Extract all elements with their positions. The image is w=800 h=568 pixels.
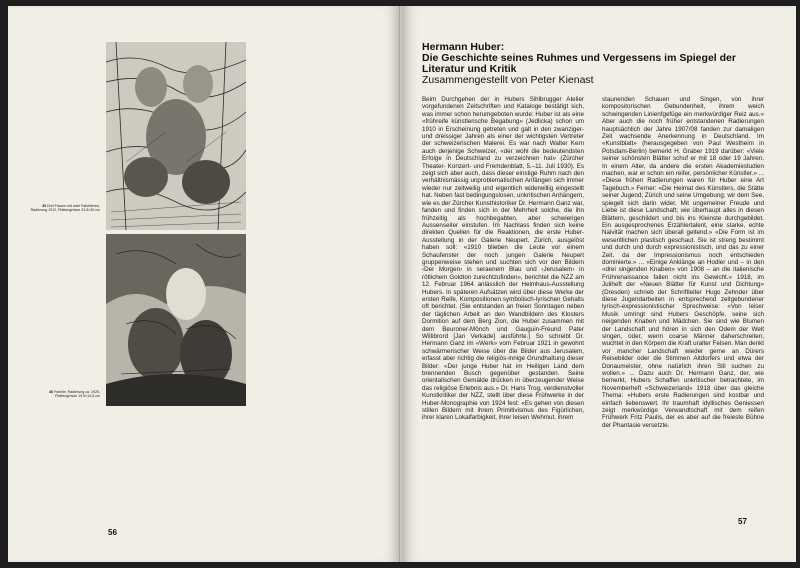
text-column-2 [602, 96, 764, 429]
plate-45-text: Drei Frauen mit zwei Fabeltieren, Radierung 1912, Plattengrösse 24.5×20 cm [30, 204, 100, 213]
plate-46-text: Familie, Radierung ca. 1925, Plattengrösse 19.5×14.5 cm [54, 390, 100, 399]
article-subtitle: Zusammengestellt von Peter Kienast [422, 74, 594, 86]
plate-45-number: 45 [42, 204, 47, 208]
etching-plate-46 [106, 234, 246, 406]
text-column-1 [422, 96, 584, 422]
plate-45-caption [28, 204, 100, 213]
article-title: Die Geschichte seines Ruhmes und Vergessens im Spiegel der Literatur und Kritik [422, 52, 736, 75]
article-heading [422, 42, 772, 86]
right-page [402, 6, 796, 562]
left-page [8, 6, 400, 562]
plate-46-caption [28, 390, 100, 399]
column-1-text: Beim Durchgehen der in Hubers Sihlbrugger Atelier vorgefundenen Zeitschriften und Kataloge bestätigt sich, was immer schon herumgeboten wurde: Huber ist als eine «frühreife künstlerische Begabung» (Jedlicka) schon um 1910 in Erscheinung getreten und galt in den zwanziger- und dreissiger Jahren als einer der wichtigsten Vertreter der schweizerischen Malerei. Es war nach Walter Kern auch derjenige Schweizer, «der wohl die bedeutendsten Erfolge in Deutschland zu verzeichnen hat» (Zürcher Theater- Konzert- und Fremdenblatt, 5.–11. Juli 1930). Es zeigt sich aber auch, dass dieser einstige Ruhm nach den verhältnismässig unproblematischen Anfängen sich immer wieder nur zeitweilig und eigentlich widerwillig eingestellt hat. Neben fast bedingungslosen, unkritischen Anhängern, wie es der Zürcher Kunsthistoriker Dr. Hermann Ganz war, fanden und finden sich in der Mehrheit solche, die ihn frühzeitig als hochbegabten, aber schwierigen Aussenseiter einstufen. Im Nachlass finden sich keine direkten Quellen für die Reaktionen, die erste Huber-Ausstellung in der Galerie Neupert, Zürich, ausgelöst haben soll: «1910 blieben die Leute vor einem Schaufenster der noch jungen Galerie Neupert gruppenweise stehen und suchten sich vor den Bildern ‹Der Morgen› in seraenem Blau und ‹Jerusalem› in rötlichem Goldton zurechtzufinden», berichtet die NZZ am 12. Februar 1964 anlässlich der Helmhaus-Ausstellung Hubers. In späteren Aufsätzen wird über diese Werke der ersten Reife, Kompositionen symbolisch-lyrischen Gehalts oft berichtet. (Sie entstanden an freien Sonntagen neben der täglichen Arbeit an den Wandbildern des Klosters Dormition auf dem Berg Zion, die Huber zusammen mit dem Beuroner-Mönch und Gauguin-Freund Pater Willibrord [Jan Verkade] ausführte.) So schreibt Dr. Hermann Ganz im «Werk» vom Februar 1921 in gewohnt schwärmerischer Weise über die Bilder aus Jerusalem, erfasst aber richtig die religiös-innige Grundhaltung dieser Bilder: «Der junge Huber hat im Heiligen Land dem brennenden Busch gegenüber gestanden. Seine orientalischen Gemälde drücken in überzeugender Weise das religiöse Erlebnis aus.» Dr. Hans Trog, verdienstvoller Kunstkritiker der NZZ, stellt über diese Frühwerke in der Huber-Monographie von 1924 fest: «Es gehen von diesen stillen Bildern mit ihrem Primitivismus des Figürlichen, ihrer klaren Lokalfarbigkeit, ihrer leisen Wehmut, ihrem [422, 96, 584, 422]
article-author-heading: Hermann Huber: [422, 41, 505, 53]
page-number-right: 57 [738, 517, 747, 526]
column-2-text: staunenden Schauen und Singen, von ihrer kompositorischen Gebundenheit, ihrem weich schwingenden Linienfgefüge ein merkwürdiger Reiz aus.» Aber auch die noch früher entstandenen Radierungen hauptsächlich der Jahre 1907/08 fanden zur damaligen Zeit wachsende Anerkennung in Deutschland. Im «Kunstblatt» (herausgegeben von Paul Westheim in Potsdam-Berlin) bemerkt H. Graber 1919 darüber: «Viele seiner schönsten Blätter schuf er mit 18 oder 19 Jahren. In einem Alter, da andere die ersten Akademiestudien machen, war er schon ein reifer, persönlicher Künstler.» ... «Diese frühen Radierungen waren für Huber eine Art Tagebuch.» Ferner: «Die Heimat des Künstlers, die Stätte seiner Jugend; Zürich und seine Umgebung; wir dem See, spiegelt sich darin wider. Mit ungemeiner Freude und Liebe ist diese Landschaft; wie überhaupt alles in diesen Blättern, geschildert und bis ins Kleinste durchgebildet. Ein ausgesprochenes Erzählertalent, eine starke, echte Naivität machen sich überall geltend.» «Die Form ist im wesentlichen plastisch geschaut. Sie ist streng bestimmt und durch und durch expressionistisch, und das zu einer Zeit, da der Impressionismus noch entschieden dominierte.» ... «Einige Anklänge an Hodler und – in den «drei singenden Knaben» von 1908 – an die italienische Frührenaissance fallen nicht ins Gewicht.» 1918, im Juliheft der «Neuen Blätter für Kunst und Dichtung» (Dresden) schrieb der Schriftleiter Hugo Zehnder über diese Jugendarbeiten in entsprechend zeitgebundener lyrisch-expressionistischer Sprechweise: «Von leiser Musik umringt sind Hubers Geschöpfe, seine sich neigenden Knaben und Mädchen. Sie sind wie Blumen der Landschaft und hören in sich den Odem der Welt singen, oder, wenn coarse Männer daherschreiten, wuchtet in den Körpern die Kraft uralter Felsen. Man denkt vor mancher Landschaft wieder gerne an Dürers Reisebilder oder die Stimmen Altdorfers und etwa der Donaumeister, ohne natürlich ihren Stil suchen zu wollen.» ... Dazu auch Dr. Hermann Ganz, der, wie bemerkt, Hubers Schaffen unkritischer betrachtete, im Novemberheft «Schweizerland» 1918 über das gleiche Thema: «Hubers erste Radierungen sind kostbar und einfach liebenswert. Ihr traumhaft idyllisches Geniessen zeigt merkwürdige Verwandtschaft mit dem reifen Frühwerk Fritz Paulis, der es aber auf die freieste Bühne der Phantasie versetzte. [602, 96, 764, 429]
etching-plate-45 [106, 42, 246, 230]
page-number-left: 56 [108, 528, 117, 537]
plate-46-number: 46 [49, 390, 54, 394]
